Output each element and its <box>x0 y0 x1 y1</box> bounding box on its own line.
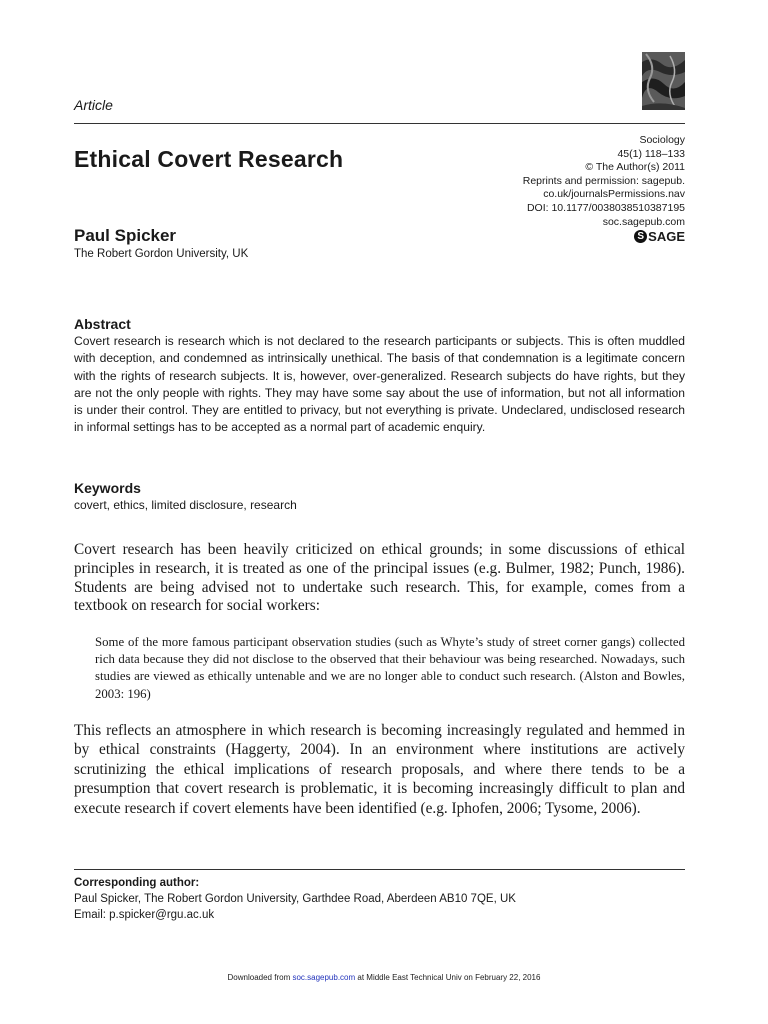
author-affiliation: The Robert Gordon University, UK <box>74 248 249 260</box>
keywords-text: covert, ethics, limited disclosure, research <box>74 498 297 512</box>
author-name: Paul Spicker <box>74 226 177 245</box>
corresponding-author-email[interactable]: Email: p.spicker@rgu.ac.uk <box>74 909 215 921</box>
abstract-heading: Abstract <box>74 316 131 332</box>
journal-name: Sociology <box>639 134 685 146</box>
journal-cover-thumbnail <box>642 52 685 110</box>
abstract-text: Covert research is research which is not declared to the research participants or subjects. This is often muddled with deception, and condemned as intrinsically unethical. The basis of that condemnation is a legitimate concern with the rights of research subjects. It is, however, over-generalized. Research subjects do have rights, but they are not the only people with rights. They may have some say about the use of information, but not all information is under their control. They are entitled to privacy, but not everything is private. Undeclared, undisclosed research in informal settings has to be accepted as a normal part of academic enquiry. <box>74 334 685 435</box>
sage-mark-icon: S <box>634 230 647 243</box>
sage-wordmark: SAGE <box>648 229 685 244</box>
corresponding-author-address: Paul Spicker, The Robert Gordon University, Garthdee Road, Aberdeen AB10 7QE, UK <box>74 893 516 905</box>
footnote-divider <box>74 869 685 870</box>
header-divider <box>74 123 685 124</box>
body-paragraph-2: This reflects an atmosphere in which research is becoming increasingly regulated and hemmed in by ethical constraints (Haggerty, 2004). In an environment where institutions are actively scrutinizing the ethical implications of research proposals, and where there tends to be a presumption that covert research is problematic, it is becoming increasingly difficult to plan and execute research if covert elements have been identified (e.g. Iphofen, 2006; Tysome, 2006). <box>74 722 685 817</box>
body-paragraph-1: Covert research has been heavily criticized on ethical grounds; in some discussions of ethical principles in research, it is treated as one of the principal issues (e.g. Bulmer, 1982; Punch, 1986). Students are being advised not to undertake such research. This, for example, comes from a textbook on research for social workers: <box>74 541 685 615</box>
article-type-label: Article <box>74 97 113 113</box>
journal-website[interactable]: soc.sagepub.com <box>602 215 685 228</box>
journal-volume: 45(1) 118–133 <box>617 147 685 160</box>
download-notice <box>0 973 768 982</box>
journal-info <box>523 134 685 229</box>
download-source-link[interactable]: soc.sagepub.com <box>292 973 356 982</box>
journal-copyright: © The Author(s) 2011 <box>585 161 685 174</box>
download-suffix: at Middle East Technical Univ on February 22, 2016 <box>355 973 541 982</box>
keywords-heading: Keywords <box>74 480 141 496</box>
journal-permissions-link[interactable]: co.uk/journalsPermissions.nav <box>543 188 685 201</box>
download-prefix: Downloaded from <box>227 973 293 982</box>
journal-doi[interactable]: DOI: 10.1177/0038038510387195 <box>526 201 685 214</box>
block-quote: Some of the more famous participant observation studies (such as Whyte’s study of street corner gangs) collected rich data because they did not disclose to the observed that their behaviour was being researched. Nowadays, such studies are viewed as ethically untenable and we are no longer able to conduct such research. (Alston and Bowles, 2003: 196) <box>95 635 685 701</box>
sage-logo <box>634 229 685 244</box>
article-title: Ethical Covert Research <box>74 146 344 172</box>
journal-reprints: Reprints and permission: sagepub. <box>522 174 685 187</box>
corresponding-author-heading: Corresponding author: <box>74 877 200 889</box>
